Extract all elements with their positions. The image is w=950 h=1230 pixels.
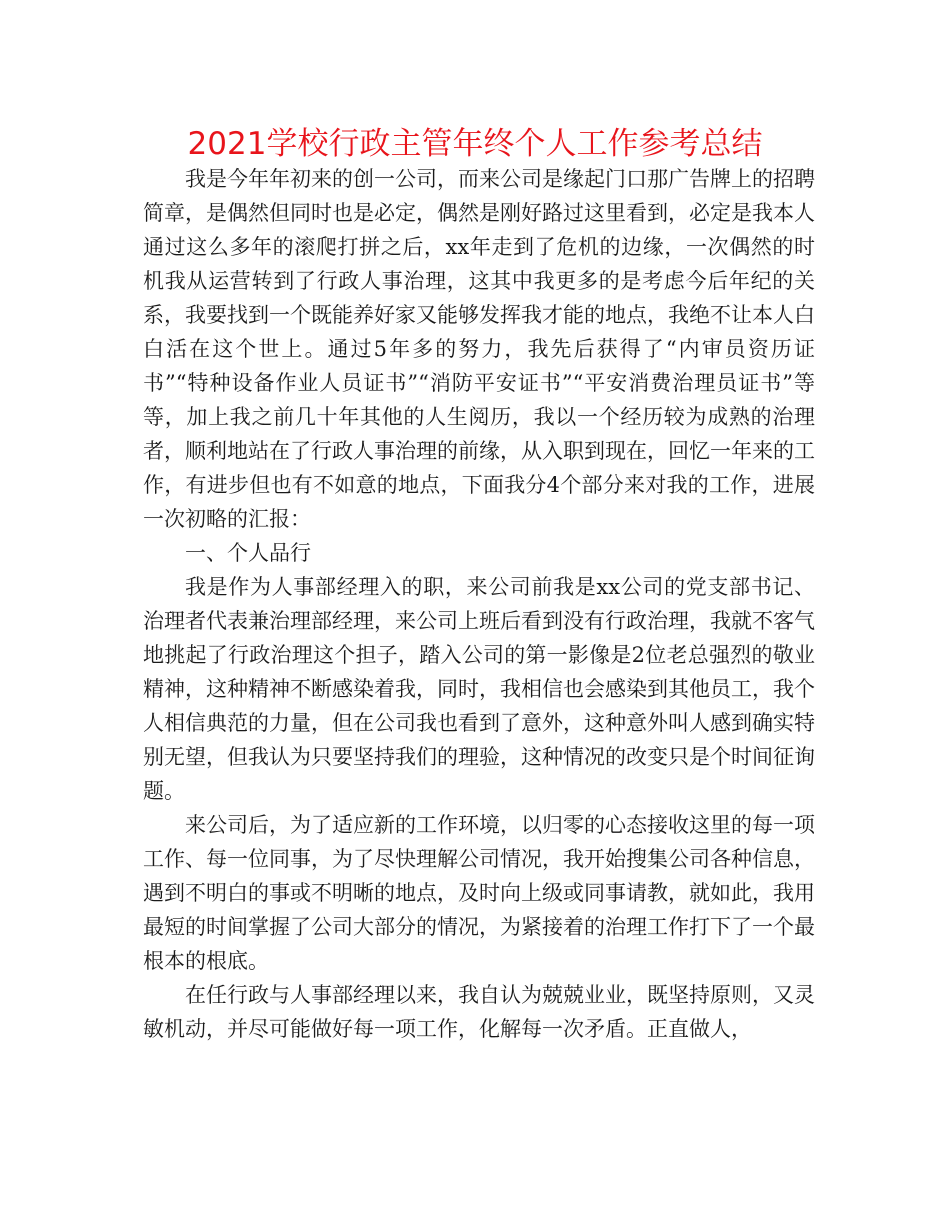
paragraph-adaptation: 来公司后，为了适应新的工作环境，以归零的心态接收这里的每一项工作、每一位同事，为了尽快理解公司情况，我开始搜集公司各种信息，遇到不明白的事或不明晰的地点，及时向上级或同事请教，就如此，我用最短的时间掌握了公司大部分的情况，为紧接着的治理工作打下了一个最根本的根底。	[143, 813, 815, 973]
paragraph-conduct: 我是作为人事部经理入的职，来公司前我是xx公司的党支部书记、治理者代表兼治理部经理，来公司上班后看到没有行政治理，我就不客气地挑起了行政治理这个担子，踏入公司的第一影像是2位老总强烈的敬业精神，这种精神不断感染着我，同时，我相信也会感染到其他员工，我个人相信典范的力量，但在公司我也看到了意外，这种意外叫人感到确实特别无望，但我认为只要坚持我们的理验，这种情况的改变只是个时间征询题。	[143, 575, 815, 803]
paragraph-duties: 在任行政与人事部经理以来，我自认为兢兢业业，既坚持原则，又灵敏机动，并尽可能做好每一项工作，化解每一次矛盾。正直做人，	[143, 983, 815, 1041]
section-heading-personal-conduct: 一、个人品行	[185, 541, 311, 565]
document-body	[143, 162, 815, 1046]
document-title: 2021学校行政主管年终个人工作参考总结	[187, 126, 763, 162]
paragraph-intro: 我是今年年初来的创一公司，而来公司是缘起门口那广告牌上的招聘简章，是偶然但同时也是必定，偶然是刚好路过这里看到，必定是我本人通过这么多年的滚爬打拼之后，xx年走到了危机的边缘，一次偶然的时机我从运营转到了行政人事治理，这其中我更多的是考虑今后年纪的关系，我要找到一个既能养好家又能够发挥我才能的地点，我绝不让本人白白活在这个世上。通过5年多的努力，我先后获得了“内审员资历证书”“特种设备作业人员证书”“消防平安证书”“平安消费治理员证书”等等，加上我之前几十年其他的人生阅历，我以一个经历较为成熟的治理者，顺利地站在了行政人事治理的前缘，从入职到现在，回忆一年来的工作，有进步但也有不如意的地点，下面我分4个部分来对我的工作，进展一次初略的汇报：	[143, 167, 815, 531]
